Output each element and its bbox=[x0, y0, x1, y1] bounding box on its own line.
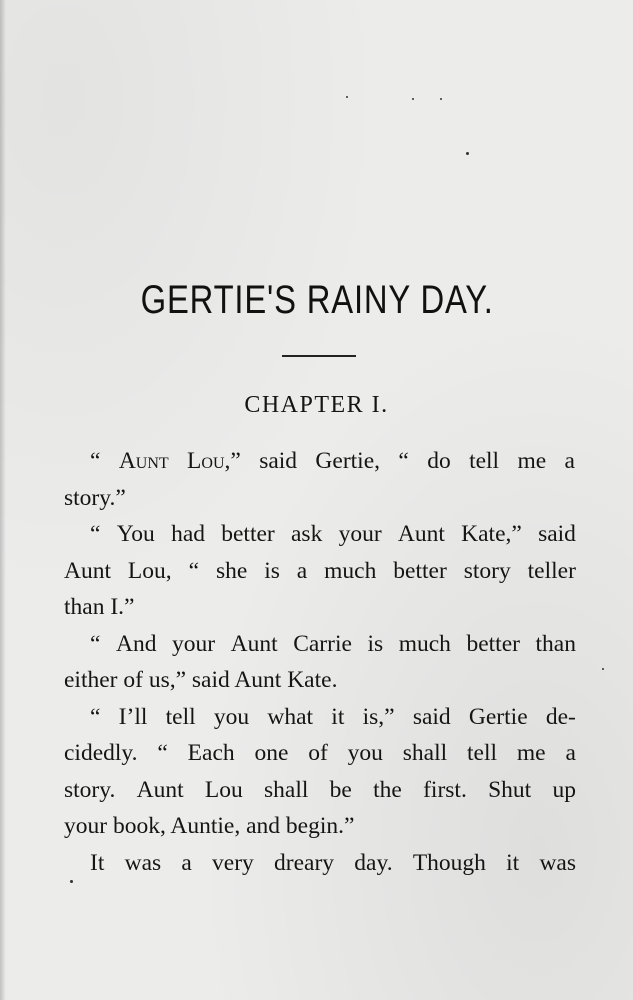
word: very bbox=[212, 849, 254, 876]
word: And bbox=[115, 630, 157, 657]
word: your bbox=[172, 630, 216, 657]
word: you bbox=[213, 703, 250, 730]
word: of bbox=[308, 740, 328, 766]
text-line-4 bbox=[64, 553, 576, 590]
text-line-12 bbox=[64, 845, 576, 882]
word: was bbox=[124, 849, 162, 876]
word: much bbox=[398, 630, 451, 657]
word: “ bbox=[188, 557, 200, 584]
word: Though bbox=[412, 849, 486, 876]
word: one bbox=[254, 740, 289, 766]
first-line-rest: ” said Gertie, “ do tell me a bbox=[230, 448, 575, 474]
word: Gertie bbox=[468, 703, 528, 730]
word: day. bbox=[354, 849, 393, 876]
word: Kate,” bbox=[461, 521, 522, 547]
word: Aunt bbox=[136, 776, 184, 803]
word: Aunt bbox=[64, 557, 111, 584]
chapter-heading: CHAPTER I. bbox=[244, 392, 389, 418]
paper-speck bbox=[70, 880, 73, 883]
word: teller bbox=[527, 557, 576, 584]
word: is bbox=[264, 557, 280, 584]
text-line-9 bbox=[64, 735, 576, 772]
word: tell bbox=[467, 740, 498, 766]
word: story. bbox=[64, 776, 116, 803]
paper-speck bbox=[440, 98, 442, 100]
word: was bbox=[539, 849, 576, 876]
word: dreary bbox=[274, 849, 335, 876]
title-divider bbox=[282, 355, 356, 357]
word: Lou bbox=[204, 776, 243, 803]
word: is bbox=[367, 630, 384, 657]
text-line-2: story.” bbox=[64, 484, 126, 511]
word: “ bbox=[90, 630, 101, 657]
text-line-10 bbox=[64, 772, 576, 809]
word: is,” bbox=[362, 703, 395, 730]
word: me bbox=[516, 740, 546, 766]
word: Aunt bbox=[397, 521, 445, 547]
text-line-1-content bbox=[90, 443, 575, 480]
word: what bbox=[267, 703, 314, 730]
word: said bbox=[412, 703, 451, 730]
word: she bbox=[215, 557, 248, 584]
word: shall bbox=[402, 740, 448, 766]
text-line-3 bbox=[64, 516, 576, 553]
word: better bbox=[393, 557, 447, 584]
word: tell bbox=[165, 703, 196, 730]
aunt-lou-small-caps: Aunt Lou, bbox=[118, 448, 231, 474]
word: Aunt bbox=[230, 630, 278, 657]
word: had bbox=[171, 521, 205, 547]
word: “ bbox=[90, 703, 101, 730]
word: Each bbox=[187, 740, 235, 766]
word: it bbox=[331, 703, 345, 730]
word: a bbox=[565, 740, 576, 766]
text-line-11: your book, Auntie, and begin.” bbox=[64, 813, 355, 839]
word: a bbox=[181, 849, 192, 876]
word: you bbox=[347, 740, 383, 766]
word: first. bbox=[423, 776, 467, 803]
word: Lou, bbox=[127, 557, 172, 584]
text-line-5: than I.” bbox=[64, 594, 135, 620]
word: I’ll bbox=[118, 703, 148, 730]
text-line-8 bbox=[64, 699, 576, 736]
paper-speck bbox=[466, 152, 469, 155]
page-edge-shadow bbox=[0, 0, 6, 1000]
word: a bbox=[296, 557, 308, 584]
word: “ bbox=[90, 521, 101, 547]
word: ask bbox=[291, 521, 323, 547]
word: the bbox=[373, 776, 402, 803]
word: Carrie bbox=[293, 630, 352, 657]
text-line-6 bbox=[64, 626, 576, 663]
word: your bbox=[338, 521, 382, 547]
paper-speck bbox=[602, 668, 604, 670]
word: de- bbox=[545, 703, 576, 730]
word: “ bbox=[157, 740, 168, 766]
word: much bbox=[324, 557, 377, 584]
word: It bbox=[90, 849, 105, 876]
word: up bbox=[552, 776, 576, 803]
word: said bbox=[538, 521, 576, 547]
word: be bbox=[329, 776, 352, 803]
word: cidedly. bbox=[64, 740, 138, 766]
story-text bbox=[64, 443, 576, 881]
paper-speck bbox=[346, 96, 348, 98]
paper-speck bbox=[412, 98, 414, 100]
text-line-7: either of us,” said Aunt Kate. bbox=[64, 667, 338, 693]
word: shall bbox=[264, 776, 309, 803]
open-quote: “ bbox=[90, 448, 101, 474]
word: Shut bbox=[488, 776, 532, 803]
book-title: GERTIE'S RAINY DAY. bbox=[140, 278, 494, 322]
word: story bbox=[463, 557, 511, 584]
word: You bbox=[116, 521, 155, 547]
word: better bbox=[466, 630, 520, 657]
word: better bbox=[221, 521, 275, 547]
word: than bbox=[535, 630, 576, 657]
word: it bbox=[506, 849, 520, 876]
text-line-1 bbox=[64, 443, 576, 480]
